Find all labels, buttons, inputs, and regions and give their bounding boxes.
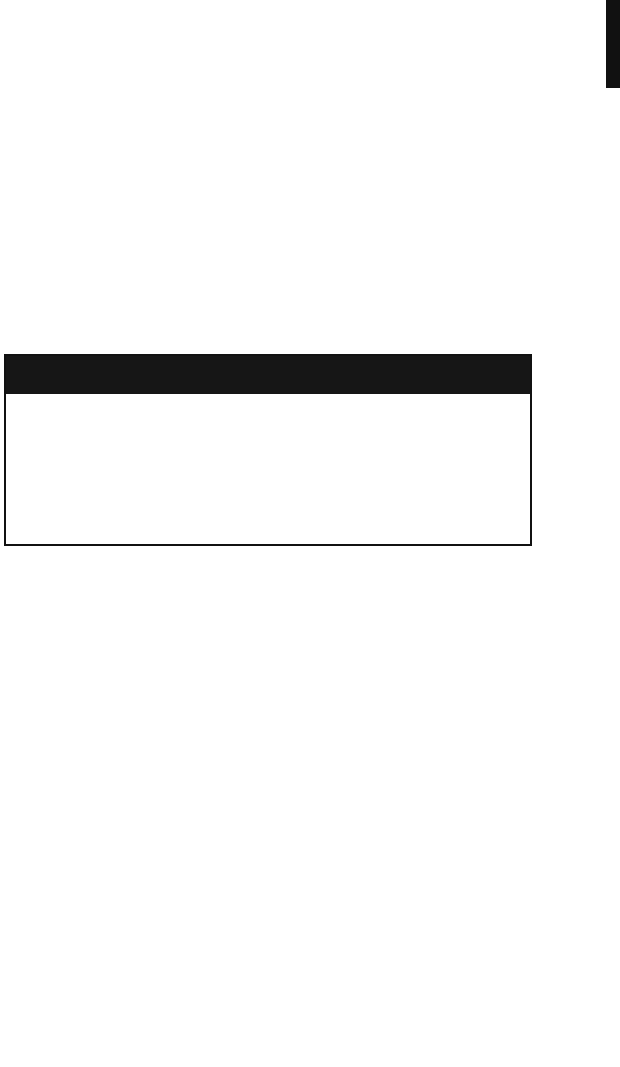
sidebar-box <box>4 354 532 546</box>
page-edge-mark <box>606 0 620 88</box>
box-steps-list <box>6 394 530 403</box>
box-title <box>6 356 530 394</box>
